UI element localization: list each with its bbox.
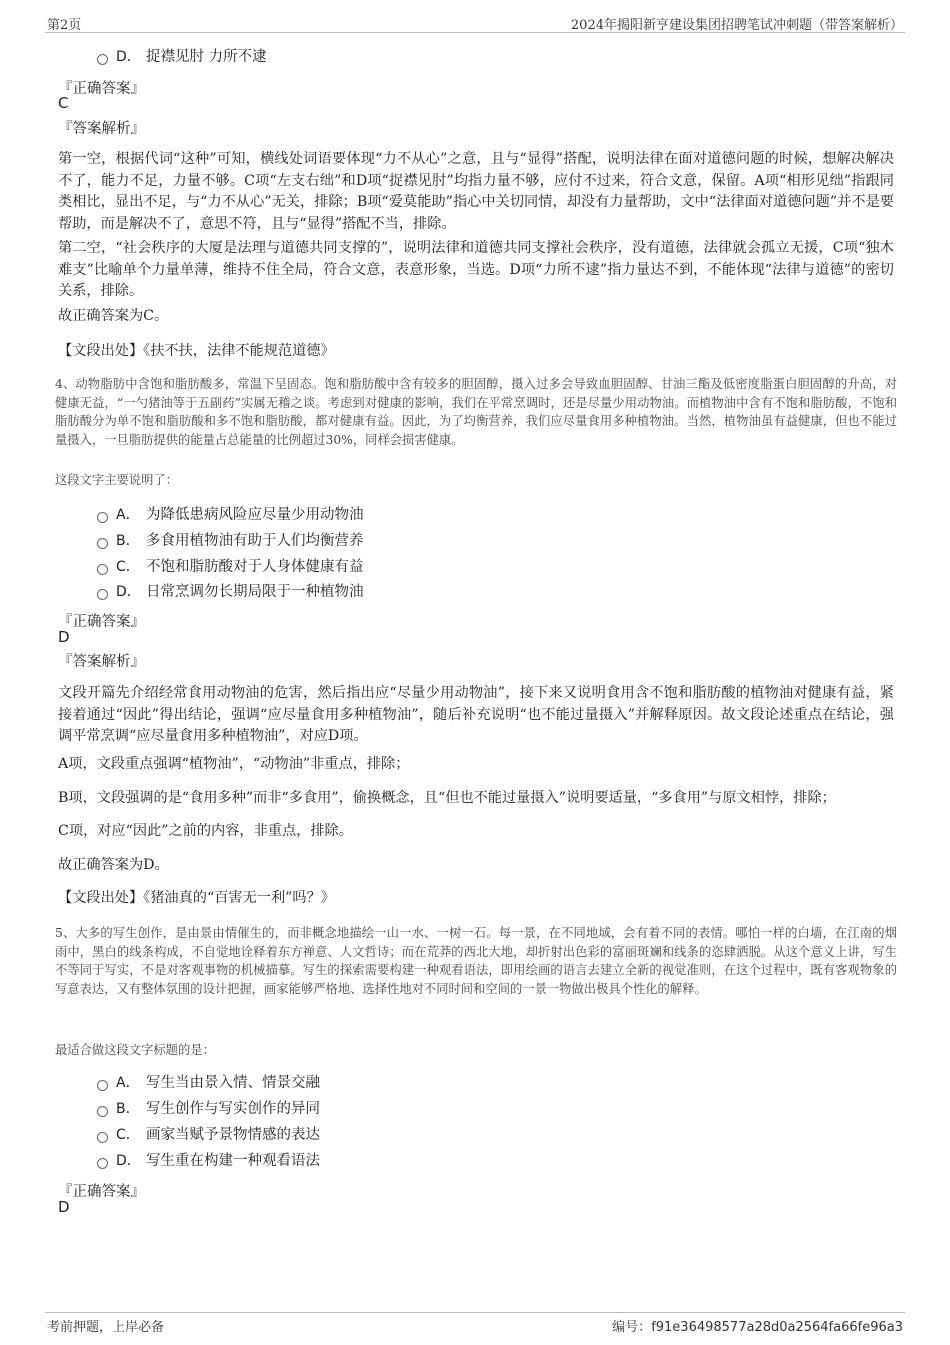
q5-question: 5、大多的写生创作，是由景由情催生的，而非概念地描绘一山一水、一树一石。每一景，在不同地域，会有着不同的表情。哪怕一样的白墙，在江南的烟雨中，黑白的线条构成，不自觉地诠释着东方禅意、人文哲诗；而在荒莽的西北大地，却折射出色彩的富丽斑斓和线条的恣肆洒脱。从这个意义上讲，写生不等同于写实，不是对客观事物的机械描摹。写生的探索需要构建一种观看语法，即用绘画的语言去建立全新的视觉准则，在这个过程中，既有客观物象的写意表达，又有整体氛围的设计把握，画家能够严格地、选择性地对不同时间和空间的一景一物做出极具个性化的解释。 — [55, 926, 897, 996]
q4-answer: D — [58, 628, 70, 646]
q4-option-c[interactable]: C． 不饱和脂肪酸对于人身体健康有益 — [97, 557, 364, 577]
page-header — [0, 0, 950, 34]
q4-analysis-a: A项，文段重点强调“植物油”，“动物油”非重点，排除； — [58, 756, 410, 772]
q4-analysis-label: 『答案解析』 — [58, 654, 145, 670]
radio-icon[interactable] — [97, 1080, 108, 1091]
q4-option-a[interactable]: A． 为降低患病风险应尽量少用动物油 — [97, 505, 364, 525]
q5-option-c[interactable]: C． 画家当赋予景物情感的表达 — [97, 1125, 320, 1145]
q3-answer-label: 『正确答案』 — [58, 81, 145, 97]
q5-option-d[interactable]: D． 写生重在构建一种观看语法 — [97, 1151, 320, 1171]
q3-option-d[interactable]: D． 捉襟见肘 力所不逮 — [97, 47, 267, 67]
page-number: 第2页 — [47, 18, 82, 33]
radio-icon[interactable] — [97, 589, 108, 600]
footer-code — [612, 1316, 903, 1335]
q5-prompt: 最适合做这段文字标题的是： — [55, 1043, 215, 1057]
page-footer — [0, 1308, 950, 1345]
q5-option-b[interactable]: B． 写生创作与写实创作的异同 — [97, 1099, 320, 1119]
q5-answer: D — [58, 1198, 70, 1216]
q4-analysis-c: C项，对应“因此”之前的内容，非重点，排除。 — [58, 823, 353, 839]
q3-analysis-conclusion: 故正确答案为C。 — [58, 308, 169, 324]
q4-prompt: 这段文字主要说明了： — [55, 473, 178, 487]
q4-analysis-b: B项，文段强调的是“食用多种”而非“多食用”，偷换概念，且“但也不能过量摄入”说明要适量，“多食用”与原文相悖，排除； — [58, 790, 836, 806]
q5-answer-label: 『正确答案』 — [58, 1184, 145, 1200]
q3-answer: C — [58, 94, 69, 112]
q4-option-b[interactable]: B． 多食用植物油有助于人们均衡营养 — [97, 531, 364, 551]
q3-analysis-p1: 第一空，根据代词“这种”可知，横线处词语要体现“力不从心”之意，且与“显得”搭配，说明法律在面对道德问题的时候，想解决解决不了，能力不足，力量不够。C项“左支右绌”和D项“捉襟见肘”均指力量不够，应付不过来，符合文意，保留。A项“相形见绌”指跟同类相比，显出不足，与“力不从心”无关，排除；B项“爱莫能助”指心中关切同情，却没有力量帮助，文中“法律面对道德问题”并不是要帮助，而是解决不了，意思不符，且与“显得”搭配不当，排除。 — [58, 151, 894, 232]
radio-icon[interactable] — [97, 1106, 108, 1117]
radio-icon[interactable] — [97, 564, 108, 575]
radio-icon[interactable] — [97, 538, 108, 549]
radio-icon[interactable] — [97, 1132, 108, 1143]
q4-analysis-conclusion: 故正确答案为D。 — [58, 857, 169, 873]
radio-icon[interactable] — [97, 54, 108, 65]
radio-icon[interactable] — [97, 512, 108, 523]
q3-source: 【文段出处】《扶不扶，法律不能规范道德》 — [58, 343, 335, 359]
q4-question: 4、动物脂肪中含饱和脂肪酸多，常温下呈固态。饱和脂肪酸中含有较多的胆固醇，摄入过多会导致血胆固醇、甘油三酯及低密度脂蛋白胆固醇的升高，对健康无益，“一勺猪油等于五副药”实属无稽之谈。考虑到对健康的影响，我们在平常烹调时，还是尽量少用动物油。而植物油中含有不饱和脂肪酸，不饱和脂肪酸分为单不饱和脂肪酸和多不饱和脂肪酸，都对健康有益。因此，为了均衡营养，我们应尽量食用多种植物油。当然，植物油虽有益健康，但也不能过量摄入，一旦脂肪提供的能量占总能量的比例超过30%，同样会损害健康。 — [55, 377, 897, 447]
header-divider — [45, 32, 905, 33]
radio-icon[interactable] — [97, 1158, 108, 1169]
q4-source: 【文段出处】《猪油真的“百害无一利”吗？》 — [58, 890, 335, 906]
q3-analysis-p2: 第二空，“社会秩序的大厦是法理与道德共同支撑的”，说明法律和道德共同支撑社会秩序，没有道德，法律就会孤立无援，C项“独木难支”比喻单个力量单薄，维持不住全局，符合文意，表意形象，当选。D项“力所不逮”指力量达不到，不能体现“法律与道德”的密切关系，排除。 — [58, 240, 894, 299]
q4-answer-label: 『正确答案』 — [58, 614, 145, 630]
q4-analysis-p1: 文段开篇先介绍经常食用动物油的危害，然后指出应“尽量少用动物油”，接下来又说明食用含不饱和脂肪酸的植物油对健康有益，紧接着通过“因此”得出结论，强调“应尽量食用多种植物油”，随后补充说明“也不能过量摄入”并解释原因。故文段论述重点在结论，强调平常烹调“应尽量食用多种植物油”，对应D项。 — [58, 685, 894, 744]
footer-code-label: 编号： — [612, 1320, 652, 1335]
document-title: 2024年揭阳新亨建设集团招聘笔试冲刺题（带答案解析） — [570, 18, 903, 33]
q4-option-d[interactable]: D． 日常烹调勿长期局限于一种植物油 — [97, 582, 364, 602]
footer-divider — [45, 1312, 905, 1313]
q5-option-a[interactable]: A． 写生当由景入情、情景交融 — [97, 1073, 320, 1093]
footer-slogan: 考前押题，上岸必备 — [47, 1320, 165, 1335]
q3-analysis-label: 『答案解析』 — [58, 121, 145, 137]
footer-code-value: f91e36498577a28d0a2564fa66fe96a3 — [651, 1320, 903, 1335]
